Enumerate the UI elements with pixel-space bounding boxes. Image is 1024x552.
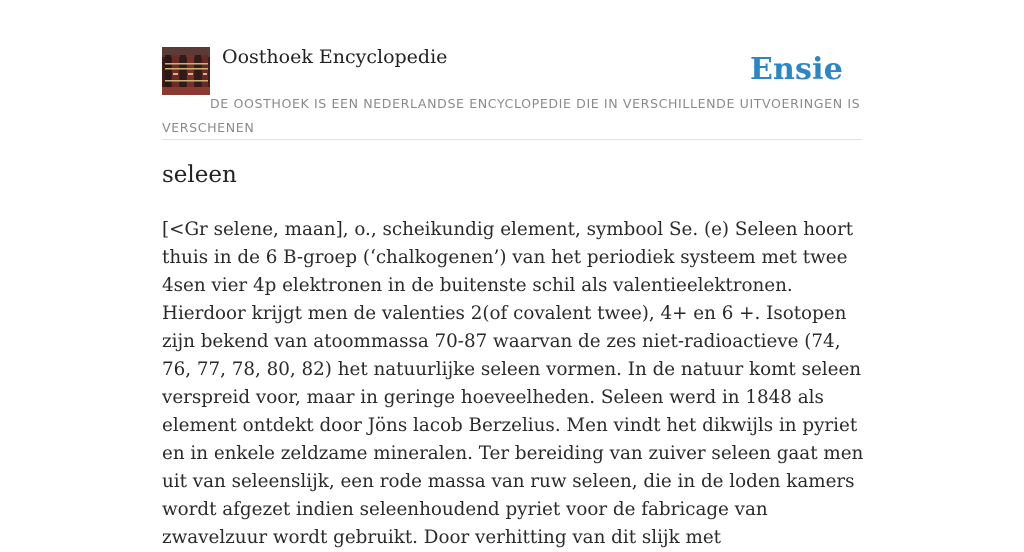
site-header bbox=[162, 0, 862, 140]
entry-title: seleen bbox=[162, 162, 237, 188]
encyclopedia-books-icon bbox=[162, 47, 210, 95]
site-avatar[interactable] bbox=[162, 47, 210, 95]
entry-body: [<Gr selene, maan], o., scheikundig element, symbool Se. (e) Seleen hoort thuis in de 6 B-groep (‘chalkogenen’) van het periodiek systeem met twee 4sen vier 4p elektronen in de buitenste schil als valentieelektronen. Hierdoor krijgt men de valenties 2(of covalent twee), 4+ en 6 +. Isotopen zijn bekend van atoommassa 70-87 waarvan de zes niet-radioactieve (74, 76, 77, 78, 80, 82) het natuurlijke seleen vormen. In de natuur komt seleen verspreid voor, maar in geringe hoeveelheden. Seleen werd in 1848 als element ontdekt door Jöns lacob Berzelius. Men vindt het dikwijls in pyriet en in enkele zeldzame mineralen. Ter bereiding van zuiver seleen gaat men uit van seleenslijk, een rode massa van ruw seleen, die in de loden kamers wordt afgezet indien seleenhoudend pyriet voor de fabricage van zwavelzuur wordt gebruikt. Door verhitting van dit slijk met bbox=[162, 219, 864, 548]
ensie-logo[interactable]: Ensie bbox=[749, 52, 843, 87]
site-tagline: DE OOSTHOEK IS EEN NEDERLANDSE ENCYCLOPEDIE DIE IN VERSCHILLENDE UITVOERINGEN IS VERSCHENEN bbox=[162, 96, 861, 135]
site-title[interactable]: Oosthoek Encyclopedie bbox=[222, 46, 448, 68]
